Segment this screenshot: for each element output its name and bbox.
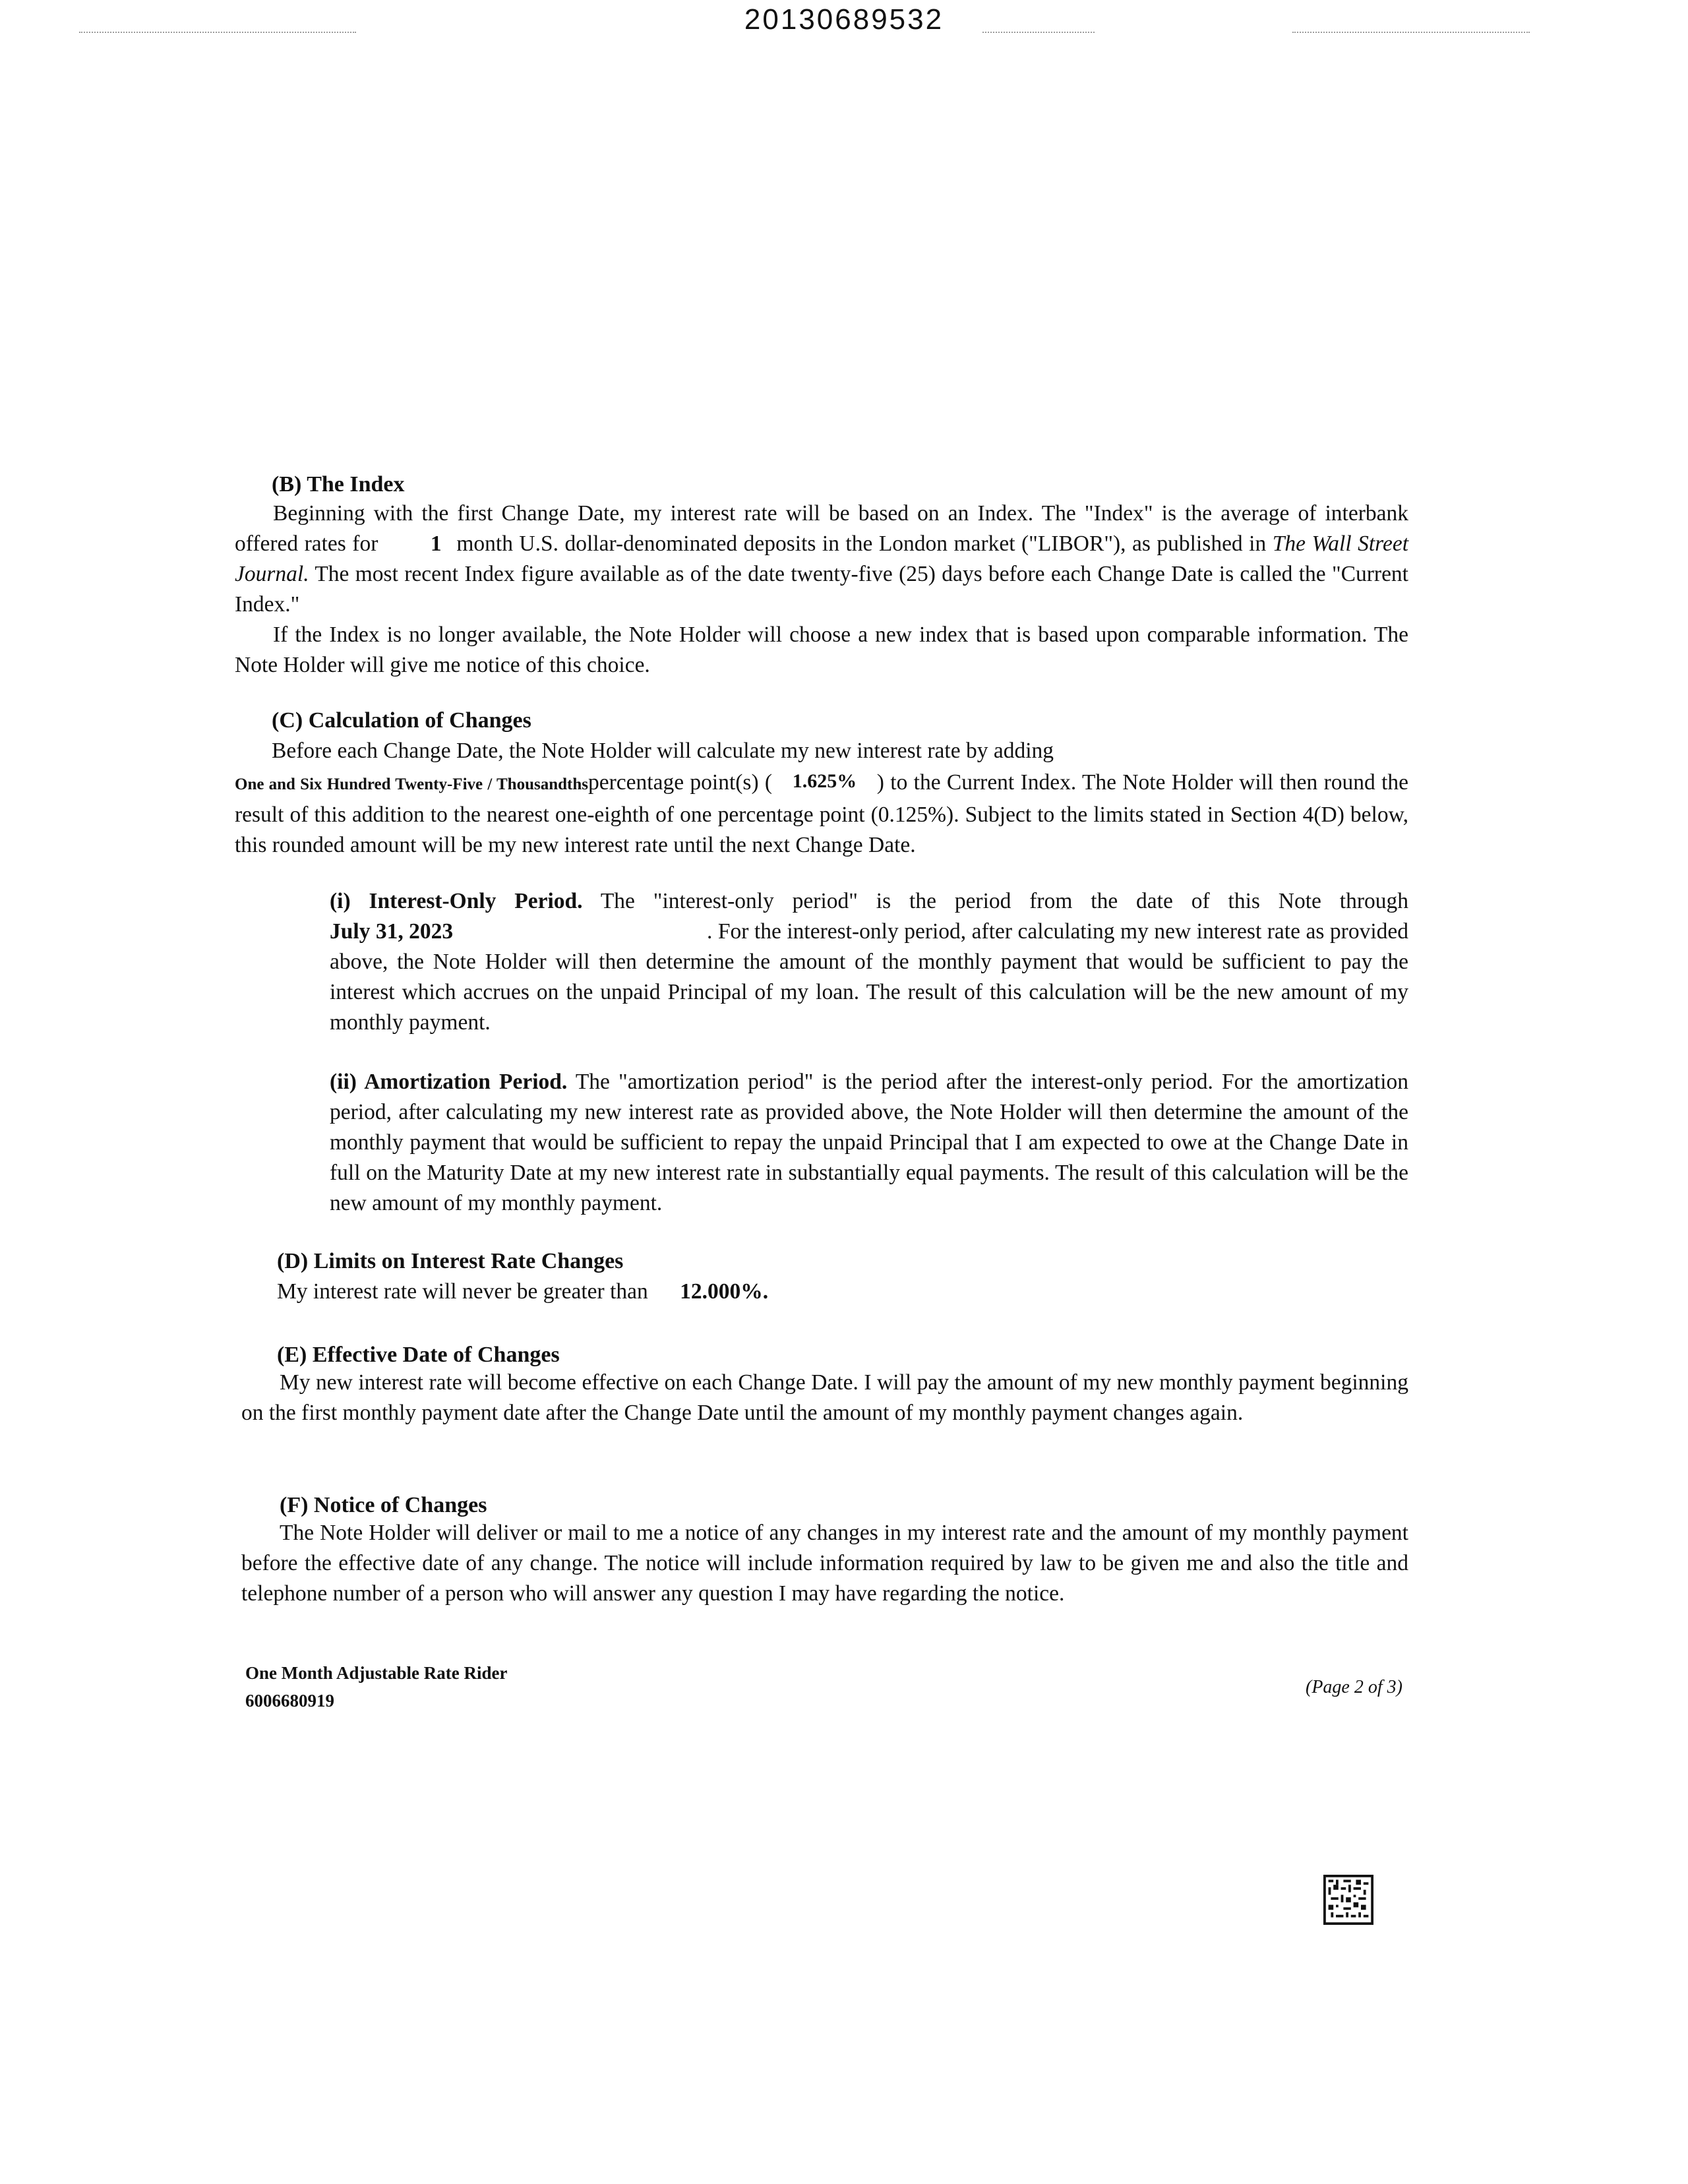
loan-number: 6006680919 (245, 1691, 334, 1711)
margin-in-words: One and Six Hundred Twenty-Five / Thousandths (235, 775, 588, 793)
scan-artifact-left (79, 32, 356, 37)
section-b-heading: (B) The Index (272, 472, 405, 497)
section-b-text-c: The most recent Index figure available as of the date twenty-five (25) days before each Change Date is called the "Current Index." (235, 562, 1408, 617)
max-interest-rate: 12.000%. (680, 1279, 769, 1304)
document-number: 20130689532 (744, 3, 944, 36)
page-number: (Page 2 of 3) (1306, 1677, 1402, 1697)
libor-term-months: 1 (430, 531, 442, 556)
section-b-text-b: month U.S. dollar-denominated deposits in the London market ("LIBOR"), as published in (456, 531, 1267, 556)
interest-only-heading: (i) Interest-Only Period. (330, 889, 583, 913)
interest-only-text-a: The "interest-only period" is the period from the date of this Note through (600, 889, 1408, 913)
section-e-heading: (E) Effective Date of Changes (277, 1343, 560, 1367)
section-f-heading: (F) Notice of Changes (280, 1493, 487, 1517)
amortization-paragraph (330, 1067, 1408, 1219)
section-e-paragraph: My new interest rate will become effective on each Change Date. I will pay the amount of my new monthly payment beginning on the first monthly payment date after the Change Date until the amount of my monthly payment changes again. (241, 1370, 1408, 1425)
amortization-text: The "amortization period" is the period after the interest-only period. For the amortization period, after calculating my new interest rate as provided above, the Note Holder will then determine the amount of the monthly payment that would be sufficient to repay the unpaid Principal that I am expected to owe at the Change Date in full on the Maturity Date at my new interest rate in substantially equal payments. The result of this calculation will be the new amount of my monthly payment. (330, 1070, 1408, 1215)
scan-artifact-right (1292, 32, 1530, 37)
section-c-line-1: Before each Change Date, the Note Holder will calculate my new interest rate by adding (272, 739, 1054, 763)
section-c-after-words: percentage point(s) ( (588, 770, 773, 795)
barcode-icon (1323, 1875, 1374, 1925)
section-c-heading: (C) Calculation of Changes (272, 708, 531, 733)
section-f-paragraph: The Note Holder will deliver or mail to me a notice of any changes in my interest rate and the amount of my monthly payment before the effective date of any change. The notice will include information required by law to be given me and also the title and telephone number of a person who will answer any question I may have regarding the notice. (241, 1521, 1408, 1606)
section-d-paragraph (277, 1277, 1398, 1307)
wall-street-journal: The Wall Street Journal. (235, 531, 1409, 586)
scan-artifact-mid (982, 32, 1095, 37)
section-c-paragraph (235, 766, 1408, 861)
interest-only-text-b: . For the interest-only period, after calculating my new interest rate as provided above, the Note Holder will then determine the amount of the monthly payment that would be sufficient to pay the interest which accrues on the unpaid Principal of my loan. The result of this calculation will be the new amount of my monthly payment. (330, 919, 1408, 1035)
section-d-text: My interest rate will never be greater than (277, 1279, 648, 1304)
section-b-text-a: Beginning with the first Change Date, my interest rate will be based on an Index. The "Index" is the average of interbank offered rates for (235, 501, 1408, 556)
section-c-rest: ) to the Current Index. The Note Holder will then round the result of this addition to the nearest one-eighth of one percentage point (0.125%). Subject to the limits stated in Section 4(D) below, this rounded amount will be my new interest rate until the next Change Date. (235, 770, 1409, 857)
section-b-paragraph-1 (235, 499, 1408, 620)
section-b-paragraph-2: If the Index is no longer available, the Note Holder will choose a new index that is based upon comparable information. The Note Holder will give me notice of this choice. (235, 622, 1408, 677)
amortization-heading: (ii) Amortization Period. (330, 1070, 568, 1094)
section-d-heading: (D) Limits on Interest Rate Changes (277, 1249, 624, 1273)
margin-value: 1.625% (792, 770, 857, 792)
interest-only-paragraph (330, 886, 1408, 1038)
interest-only-end-date: July 31, 2023 (330, 919, 454, 944)
form-name: One Month Adjustable Rate Rider (245, 1663, 508, 1683)
